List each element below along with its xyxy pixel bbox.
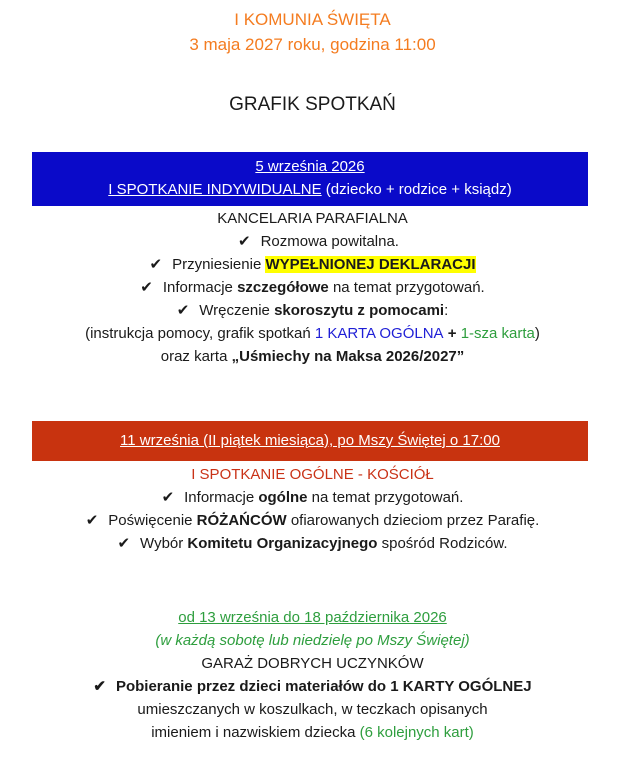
section3-line3: [0, 721, 625, 744]
check-icon: ✔: [85, 512, 99, 529]
section1-item: [0, 253, 625, 276]
section1-item4-post: :: [444, 302, 449, 319]
header-title: I KOMUNIA ŚWIĘTA: [234, 10, 391, 29]
section2-item2-bold: RÓŻAŃCÓW: [196, 512, 287, 529]
section1-line5-pre: (instrukcja pomocy, grafik spotkań: [85, 325, 315, 342]
section1-line5-plus: +: [443, 325, 461, 342]
section1-item3-post: na temat przygotowań.: [328, 279, 485, 296]
section3-line3-green: (6 kolejnych kart): [359, 724, 474, 741]
section1-item: [0, 230, 625, 253]
check-icon: ✔: [149, 256, 163, 273]
section3-line3-pre: imieniem i nazwiskiem dziecka: [151, 724, 360, 741]
section2-item: [0, 486, 625, 509]
section1-content: [0, 207, 625, 368]
section3-content: [0, 606, 625, 744]
check-icon: ✔: [161, 489, 175, 506]
section1-item2-text: Przyniesienie: [172, 256, 266, 273]
section3-item: [0, 675, 625, 698]
section1-item3-pre: Informacje: [162, 279, 238, 296]
section3-item1-text: Pobieranie przez dzieci materiałów do 1 KARTY OGÓLNEJ: [115, 678, 532, 695]
section2-item2-pre: Poświęcenie: [108, 512, 197, 529]
section1-item3-bold: szczegółowe: [237, 279, 329, 296]
section2-header-band: [32, 421, 588, 461]
section3-title: GARAŻ DOBRYCH UCZYNKÓW: [201, 655, 424, 672]
section2-item1-post: na temat przygotowań.: [307, 489, 464, 506]
check-icon: ✔: [93, 678, 106, 695]
section1-card-line: [0, 345, 625, 368]
section2-content: [0, 461, 625, 555]
section1-item: [0, 276, 625, 299]
section1-place: KANCELARIA PARAFIALNA: [217, 210, 408, 227]
section1-item: [0, 299, 625, 322]
check-icon: ✔: [238, 233, 251, 250]
section1-header-band: [32, 152, 588, 206]
section2-item3-post: spośród Rodziców.: [377, 535, 508, 552]
section1-declaration-highlight: WYPEŁNIONEJ DEKLARACJI: [265, 256, 476, 273]
section2-item2-post: ofiarowanych dzieciom przez Parafię.: [286, 512, 540, 529]
section2-title: I SPOTKANIE OGÓLNE - KOŚCIÓŁ: [191, 466, 434, 483]
section1-line5-post: ): [534, 325, 540, 342]
section1-line5-green: 1-sza karta: [460, 325, 535, 342]
section1-line6-bold: „Uśmiechy na Maksa 2026/2027”: [231, 348, 465, 365]
schedule-title: GRAFIK SPOTKAŃ: [229, 94, 396, 115]
section1-line5-blue: 1 KARTA OGÓLNA: [314, 325, 444, 342]
section2-item: [0, 532, 625, 555]
check-icon: ✔: [140, 279, 153, 296]
section1-date: 5 września 2026: [255, 158, 365, 175]
check-icon: ✔: [176, 302, 190, 319]
section2-item1-pre: Informacje: [184, 489, 259, 506]
header-date: 3 maja 2027 roku, godzina 11:00: [189, 35, 436, 54]
section3-dates: od 13 września do 18 października 2026: [178, 609, 447, 626]
check-icon: ✔: [117, 535, 131, 552]
section1-item4-bold: skoroszytu z pomocami: [274, 302, 445, 319]
section2-item3-pre: Wybór: [140, 535, 188, 552]
section1-participants: (dziecko + rodzice + ksiądz): [321, 181, 512, 198]
section1-item1-text: Rozmowa powitalna.: [260, 233, 399, 250]
section1-materials-line: [0, 322, 625, 345]
section2-item: [0, 509, 625, 532]
section2-date: 11 września (II piątek miesiąca), po Mszy Świętej o 17:00: [120, 432, 500, 449]
section2-item3-bold: Komitetu Organizacyjnego: [187, 535, 378, 552]
section1-line6-pre: oraz karta: [160, 348, 232, 365]
section3-line2: umieszczanych w koszulkach, w teczkach opisanych: [137, 701, 488, 718]
section1-title: I SPOTKANIE INDYWIDUALNE: [108, 181, 322, 198]
section3-note: (w każdą sobotę lub niedzielę po Mszy Świętej): [155, 632, 470, 649]
section2-item1-bold: ogólne: [258, 489, 308, 506]
section1-item4-pre: Wręczenie: [199, 302, 275, 319]
section1-title-line: [32, 178, 588, 201]
